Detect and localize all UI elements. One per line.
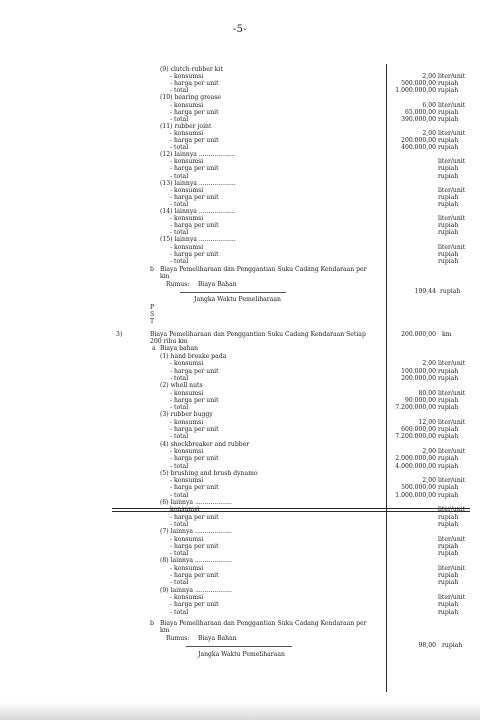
page-number: -5- [232, 24, 248, 35]
section-1-item-unit: liter/unit [438, 129, 466, 137]
section-3-item-value: 100.000,00 [401, 367, 436, 375]
section-1-item-unit: rupiah [438, 80, 459, 88]
section-3-item-label: - total [170, 404, 189, 412]
section-3-item-value: 2,00 [422, 477, 436, 485]
section-3-number: 3) [116, 331, 123, 338]
section-3-item-label: (4) shockbreaker and rubber [160, 440, 250, 448]
section-3-item-unit: liter/unit [438, 389, 466, 397]
section-1-item-unit: rupiah [438, 144, 459, 152]
section-1-b-value: 199,44 [414, 288, 436, 295]
section-1-item-unit: liter/unit [438, 73, 466, 81]
section-3-item-label: - harga per unit [170, 513, 219, 521]
section-1-item-unit: rupiah [438, 250, 459, 258]
section-3-title-line2: 200 ribu km [150, 338, 188, 345]
section-3-item-value: 12,00 [418, 418, 436, 426]
section-3-item-label: - total [170, 491, 189, 499]
section-3-item-unit: rupiah [438, 462, 459, 470]
section-3-item-value: 200.000,00 [401, 374, 436, 382]
section-1-item-label: - harga per unit [170, 108, 219, 116]
section-3-item-unit: rupiah [438, 491, 459, 499]
scan-bottom-edge [0, 702, 480, 720]
section-1-item-label: - konsumsi [170, 129, 204, 137]
section-1-rumus-numerator: Biaya Bahan [198, 281, 237, 288]
section-1-item-value: 65.000,00 [404, 108, 436, 116]
section-1-item-label: - total [170, 257, 189, 265]
section-1-item-label: - harga per unit [170, 137, 219, 144]
section-1-item-unit: liter/unit [438, 186, 466, 194]
section-1-item-value: 6,00 [422, 101, 436, 109]
margin-letter-p: P [150, 304, 155, 311]
margin-letter-s: S [150, 311, 155, 318]
section-3-item-label: - total [170, 608, 189, 616]
section-3-item-label: - total [170, 550, 189, 558]
section-3-item-value: 4.000.000,00 [395, 462, 436, 470]
section-3-b-unit: rupiah [442, 642, 463, 649]
section-3-b-letter: b [150, 620, 154, 627]
section-3-item-unit: rupiah [438, 396, 459, 404]
section-3-item-label: - total [170, 579, 189, 587]
section-1-item-unit: liter/unit [438, 215, 466, 223]
section-3-item-label: - total [170, 433, 189, 441]
section-3-item-unit: rupiah [438, 404, 459, 412]
section-3-item-unit: liter/unit [438, 506, 466, 514]
section-3-item-unit: liter/unit [438, 564, 466, 572]
section-1-item-unit: rupiah [438, 87, 459, 95]
section-1-item-unit: rupiah [438, 115, 459, 123]
section-1-item-unit: rupiah [438, 108, 459, 116]
section-1-item-unit: rupiah [438, 222, 459, 230]
section-3-item-unit: rupiah [438, 513, 459, 521]
section-3-item-label: - konsumsi [170, 477, 204, 485]
section-1-item-label: - konsumsi [170, 158, 204, 166]
section-3-item-label: - konsumsi [170, 535, 204, 543]
section-3-b-line2: km [160, 627, 170, 634]
section-1-item-label: - konsumsi [170, 186, 204, 194]
section-1-item-label: - harga per unit [170, 193, 219, 201]
section-1-item-value: 2,00 [422, 73, 436, 81]
section-3-item-label: (2) whell nuts [160, 382, 203, 390]
section-3-item-value: 600.000,00 [401, 426, 436, 433]
section-3-item-unit: liter/unit [438, 418, 466, 426]
section-3-item-unit: rupiah [438, 374, 459, 382]
section-3-item-label: - konsumsi [170, 418, 204, 426]
section-3-item-label: (3) rubber buggy [160, 411, 213, 419]
section-1-item-label: - harga per unit [170, 222, 219, 230]
section-3-item-label: - harga per unit [170, 484, 219, 492]
table-rule-upper [112, 508, 470, 509]
section-3-item-label: - harga per unit [170, 367, 219, 375]
section-3-item-label: (5) brushing and brush dynamo [160, 469, 258, 477]
section-3-item-unit: liter/unit [438, 593, 466, 601]
section-1-item-value: 400.000,00 [401, 144, 436, 152]
section-3-item-label: - konsumsi [170, 360, 204, 368]
section-3-item-unit: rupiah [438, 426, 459, 433]
section-3-item-unit: rupiah [438, 550, 459, 558]
section-3-b-value: 98,00 [418, 642, 436, 649]
section-1-item-label: - harga per unit [170, 165, 219, 173]
section-3-item-unit: liter/unit [438, 447, 466, 455]
section-3-item-unit: rupiah [438, 367, 459, 375]
section-1-item-label: - konsumsi [170, 243, 204, 251]
section-1-item-label: (9) clutch rubber kit [160, 66, 223, 73]
section-3-item-value: 7.200.000,00 [395, 404, 436, 412]
section-1-item-label: (11) rubber joint [160, 122, 212, 130]
section-3-item-unit: rupiah [438, 608, 459, 616]
section-1-item-label: - harga per unit [170, 80, 219, 88]
section-1-item-label: - konsumsi [170, 73, 204, 81]
section-3-item-unit: rupiah [438, 433, 459, 441]
section-3-item-label: - total [170, 462, 189, 470]
section-1-item-label: (12) lainnya ................... [160, 151, 236, 159]
section-3-item-unit: liter/unit [438, 360, 466, 368]
section-1-item-label: - konsumsi [170, 101, 204, 109]
section-1-item-label: - total [170, 172, 189, 180]
section-1-item-unit: rupiah [438, 193, 459, 201]
section-3-item-label: - harga per unit [170, 572, 219, 579]
section-1-item-label: (10) bearing grease [160, 94, 221, 102]
section-1-item-value: 500.000,00 [401, 80, 436, 88]
section-3-item-label: konsumsi [170, 506, 200, 514]
section-1-item-label: - harga per unit [170, 250, 219, 258]
section-3-item-label: - total [170, 374, 189, 382]
section-1-item-value: 200.000,00 [401, 137, 436, 144]
section-1-item-value: 390.000,00 [401, 115, 436, 123]
section-3-item-value: 90.000,00 [404, 396, 436, 404]
section-3-item-unit: rupiah [438, 572, 459, 579]
section-1-item-label: - konsumsi [170, 215, 204, 223]
section-3-item-unit: rupiah [438, 579, 459, 587]
section-3-item-unit: liter/unit [438, 477, 466, 485]
section-3-rumus-denominator: Jangka Waktu Pemeliharaan [198, 651, 285, 658]
section-1-item-label: - total [170, 144, 189, 152]
section-1-b-line2: km [160, 273, 170, 280]
section-1-b-letter: b [150, 266, 154, 273]
section-3-item-label: - harga per unit [170, 542, 219, 550]
section-3-item-unit: rupiah [438, 520, 459, 528]
section-3-item-value: 1.000.000,00 [395, 491, 436, 499]
section-1-item-unit: rupiah [438, 165, 459, 173]
section-1-item-unit: rupiah [438, 257, 459, 265]
section-1-fraction-bar [180, 292, 286, 293]
section-1-item-label: - total [170, 87, 189, 95]
section-3-item-unit: rupiah [438, 455, 459, 463]
section-1-rumus-label: Rumus: [166, 281, 190, 288]
section-3-rumus-numerator: Biaya Bahan [198, 635, 237, 642]
section-3-item-label: - konsumsi [170, 593, 204, 601]
section-3-rumus-label: Rumus: [166, 635, 190, 642]
table-rule-lower [112, 511, 470, 512]
section-1-item-label: - total [170, 115, 189, 123]
section-3-title-line1: Biaya Pemeliharaan dan Penggantian Suku Cadang Kendaraan Setiap [150, 331, 366, 338]
section-1-item-unit: rupiah [438, 172, 459, 180]
section-1-item-unit: rupiah [438, 200, 459, 208]
section-3-unit: km [442, 331, 452, 338]
section-3-fraction-bar [186, 646, 292, 647]
section-3-item-unit: rupiah [438, 484, 459, 492]
section-1-b-line1: Biaya Pemeliharaan dan Penggantian Suku Cadang Kendaraan per [160, 266, 367, 273]
section-1-rumus-denominator: Jangka Waktu Pemeliharaan [194, 296, 281, 303]
section-1-item-label: (13) lainnya ................... [160, 179, 236, 187]
section-1-b-unit: rupiah [440, 288, 461, 295]
section-3-value: 200.000,00 [401, 331, 436, 338]
section-3-item-value: 500.000,00 [401, 484, 436, 492]
section-3-item-label: (9) lainnya ................... [160, 586, 232, 594]
section-3-item-value: 2.000.000,00 [395, 455, 436, 463]
section-1-item-unit: liter/unit [438, 243, 466, 251]
section-3-a-label: Biaya bahan [160, 345, 199, 352]
section-3-item-label: - konsumsi [170, 447, 204, 455]
section-1-item-unit: rupiah [438, 229, 459, 237]
section-3-item-unit: liter/unit [438, 535, 466, 543]
section-3-item-label: - harga per unit [170, 601, 219, 609]
section-3-item-label: - harga per unit [170, 396, 219, 404]
section-1-item-label: (14) lainnya ................... [160, 208, 236, 215]
section-3-item-value: 2,00 [422, 360, 436, 368]
section-3-item-label: (8) lainnya ................... [160, 557, 232, 565]
section-3-item-value: 2,00 [422, 447, 436, 455]
section-3-item-label: - harga per unit [170, 426, 219, 433]
section-3-item-label: - konsumsi [170, 389, 204, 397]
section-3-item-value: 7.200.000,00 [395, 433, 436, 441]
section-1-item-unit: rupiah [438, 137, 459, 144]
section-3-item-label: - harga per unit [170, 455, 219, 463]
section-1-item-unit: liter/unit [438, 158, 466, 166]
section-3-item-label: - konsumsi [170, 564, 204, 572]
section-3-item-label: (6) lainnya ................... [160, 499, 232, 506]
section-1-item-value: 1.000.000,00 [395, 87, 436, 95]
section-1-item-unit: liter/unit [438, 101, 466, 109]
section-3-item-label: - total [170, 520, 189, 528]
margin-letter-t: T [150, 318, 155, 325]
section-1-item-label: (15) lainnya ................... [160, 236, 236, 244]
section-3-item-unit: rupiah [438, 601, 459, 609]
section-1-item-label: - total [170, 200, 189, 208]
section-1-item-label: - total [170, 229, 189, 237]
section-3-item-label: (7) lainnya ................... [160, 528, 232, 536]
section-1-item-value: 2,00 [422, 129, 436, 137]
section-3-item-value: 80,00 [418, 389, 436, 397]
section-3-item-unit: rupiah [438, 542, 459, 550]
section-3-item-label: (1) hand breake pada [160, 353, 227, 360]
section-3-b-line1: Biaya Pemeliharaan dan Penggantian Suku Cadang Kendaraan per [160, 620, 367, 627]
section-3-a-letter: a [152, 345, 156, 352]
